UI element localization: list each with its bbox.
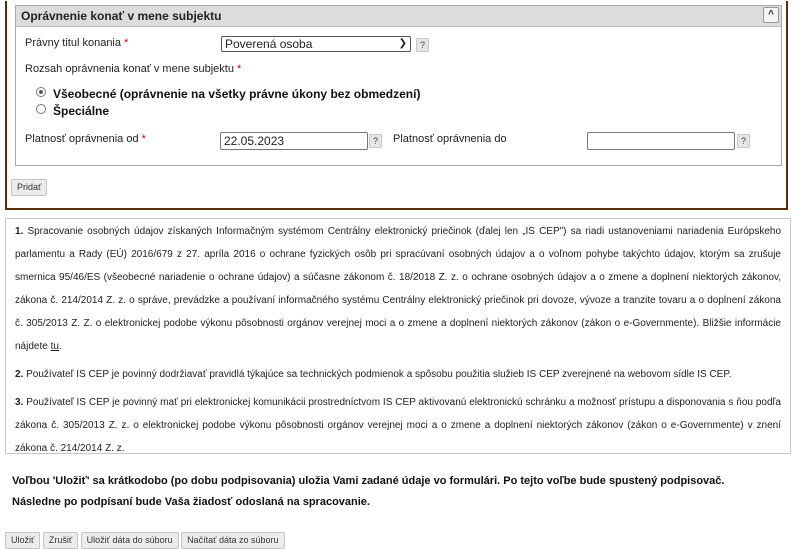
load-from-file-button[interactable]: Načítať dáta zo súboru	[181, 532, 284, 549]
legal-title-value: Poverená osoba	[225, 37, 313, 51]
add-button[interactable]: Pridať	[11, 179, 47, 196]
valid-to-label: Platnosť oprávnenia do	[393, 133, 507, 145]
save-note: Voľbou 'Uložiť' sa krátkodobo (po dobu podpisovania) uložia Vami zadané údaje vo formulári. Po tejto voľbe bude spustený podpisovač. Následne po podpísaní bude Vaša žiadosť odoslaná na spracovanie.	[12, 475, 725, 508]
bottom-toolbar	[5, 530, 283, 547]
info-paragraph-2: 2. Používateľ IS CEP je povinný dodržiavať pravidlá týkajúce sa technických podmienok a spôsobu použitia služieb IS CEP zverejnené na webovom sídle IS CEP.	[15, 369, 732, 380]
save-button[interactable]: Uložiť	[5, 532, 40, 549]
info-link[interactable]: tu	[50, 341, 59, 352]
required-mark: *	[236, 63, 242, 75]
cancel-button[interactable]: Zrušiť	[43, 532, 78, 549]
panel-title: Oprávnenie konať v mene subjektu	[21, 9, 222, 23]
save-to-file-button[interactable]: Uložiť dáta do súboru	[81, 532, 179, 549]
radio-special-label: Špeciálne	[53, 104, 110, 118]
radio-special[interactable]	[36, 104, 46, 114]
chevron-down-icon: ❯	[398, 38, 407, 49]
valid-from-input[interactable]: 22.05.2023	[220, 132, 368, 150]
legal-title-help-icon[interactable]: ?	[416, 38, 429, 52]
authorization-panel	[15, 5, 782, 166]
radio-general[interactable]	[36, 87, 46, 97]
valid-to-input[interactable]	[587, 132, 735, 150]
scope-label: Rozsah oprávnenia konať v mene subjektu *	[25, 63, 242, 75]
legal-title-label: Právny titul konania *	[25, 37, 129, 49]
info-paragraph-1: 1. Spracovanie osobných údajov získaných Informačným systémom Centrálny elektronický priečinok (ďalej len „IS CEP") sa riadi ustanoveniami nariadenia Európskeho parlamentu a Rady (EÚ) 2016/679 z 27. apríla 2016 o ochrane fyzických osôb pri spracúvaní osobných údajov a o voľnom pohybe takýchto údajov, ktorým sa zrušuje smernica 95/46/ES (všeobecné nariadenie o ochrane údajov) a súčasne zákonom č. 18/2018 Z. z. o ochrane osobných údajov a o zmene a doplnení niektorých zákonov, zákona č. 214/2014 Z. z. o správe, prevádzke a používaní informačného systému Centrálny elektronický priečinok pri dovoze, vývoze a tranzite tovaru a o doplnení zákona č. 305/2013 Z. Z. o elektronickej podobe výkonu pôsobnosti orgánov verejnej moci a o zmene a doplnení niektorých zákonov (zákon o e-Governmente). Bližšie informácie nájdete tu.	[15, 226, 782, 352]
info-paragraph-3: 3. Používateľ IS CEP je povinný mať pri elektronickej komunikácii prostredníctvom IS CEP aktivovanú elektronickú schránku a možnosť prístupu a disponovania s ňou podľa zákona č. 305/2013 Z. z. o elektronickej podobe výkonu pôsobnosti orgánov verejnej moci a o zmene a doplnení niektorých zákonov (zákon o e-Governmente) v znení zákona č. 214/2014 Z. z.	[15, 397, 781, 454]
info-box	[5, 218, 791, 454]
panel-header	[16, 6, 781, 27]
valid-from-help-icon[interactable]: ?	[369, 134, 382, 148]
required-mark: *	[124, 37, 129, 49]
legal-title-select[interactable]	[221, 36, 411, 52]
required-mark: *	[141, 133, 146, 145]
authorization-section	[5, 1, 788, 210]
valid-from-label: Platnosť oprávnenia od *	[25, 133, 146, 145]
collapse-icon[interactable]: ^	[763, 7, 779, 23]
radio-general-label: Všeobecné (oprávnenie na všetky právne úkony bez obmedzení)	[53, 87, 421, 101]
valid-to-help-icon[interactable]: ?	[737, 134, 750, 148]
